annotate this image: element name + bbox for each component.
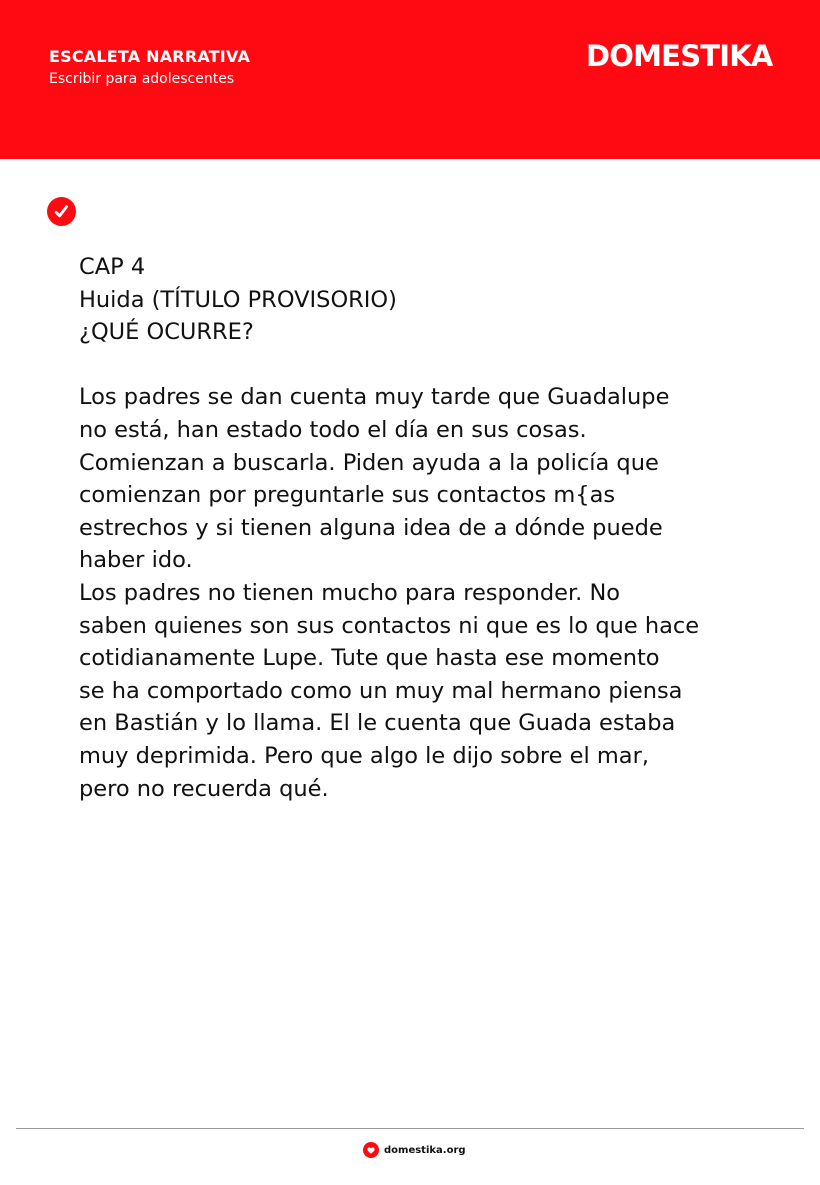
document-content [79, 251, 779, 805]
body-line: Los padres se dan cuenta muy tarde que Guadalupe [79, 384, 670, 411]
body-line: Comienzan a buscarla. Piden ayuda a la policía que [79, 449, 659, 476]
document-title: ESCALETA NARRATIVA [49, 47, 251, 66]
chapter-label: CAP 4 [79, 254, 146, 280]
footer-divider [16, 1128, 804, 1129]
header-banner [0, 0, 820, 159]
body-line: Los padres no tienen mucho para responder. No [79, 579, 621, 606]
chapter-title: Huida (TÍTULO PROVISORIO) [79, 286, 397, 313]
footer [363, 1142, 466, 1158]
domestika-heart-icon [363, 1142, 379, 1158]
body-line: muy deprimida. Pero que algo le dijo sobre el mar, [79, 742, 649, 769]
body-line: estrechos y si tienen alguna idea de a dónde puede [79, 514, 663, 541]
paragraph-spacer [79, 349, 779, 382]
body-line: comienzan por preguntarle sus contactos m{as [79, 482, 616, 509]
body-line: no está, han estado todo el día en sus cosas. [79, 416, 587, 443]
body-line: haber ido. [79, 547, 193, 574]
body-line: se ha comportado como un muy mal hermano piensa [79, 677, 683, 704]
check-circle-icon [47, 197, 76, 226]
domestika-logo: DOMESTIKA [586, 39, 773, 73]
body-line: cotidianamente Lupe. Tute que hasta ese momento [79, 645, 660, 672]
body-line: saben quienes son sus contactos ni que es lo que hace [79, 612, 700, 639]
document-subtitle: Escribir para adolescentes [49, 71, 235, 87]
footer-url[interactable]: domestika.org [384, 1144, 466, 1156]
body-line: pero no recuerda qué. [79, 775, 329, 802]
section-question: ¿QUÉ OCURRE? [79, 319, 254, 346]
body-line: en Bastián y lo llama. El le cuenta que Guada estaba [79, 710, 676, 737]
